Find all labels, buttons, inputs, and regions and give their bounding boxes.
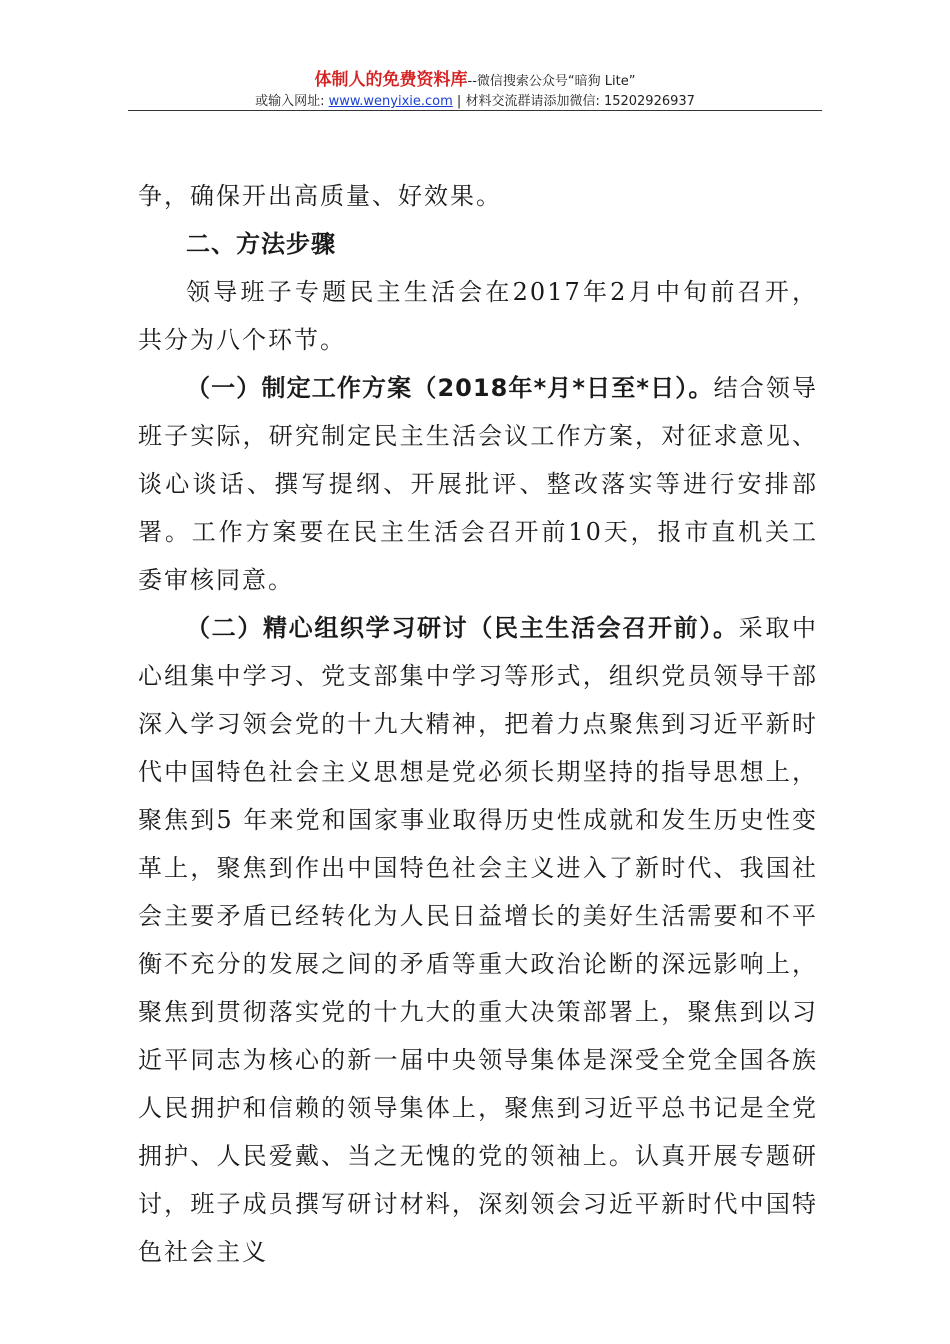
- document-body: [138, 172, 818, 1276]
- paragraph-step-2: [138, 604, 818, 1276]
- header-divider: [128, 110, 822, 111]
- paragraph-step-1: [138, 364, 818, 604]
- header-slogan: --微信搜索公众号“暗狗 Lite”: [467, 74, 636, 89]
- contact-info: | 材料交流群请添加微信: 15202926937: [452, 94, 695, 109]
- header-contact-line: [120, 92, 830, 112]
- page-header: [120, 70, 830, 112]
- url-prefix: 或输入网址:: [255, 94, 329, 109]
- step-1-title: （一）制定工作方案（2018年*月*日至*日）。: [186, 374, 714, 402]
- step-2-text: 采取中心组集中学习、党支部集中学习等形式，组织党员领导干部深入学习领会党的十九大精神，把着力点聚焦到习近平新时代中国特色社会主义思想是党必须长期坚持的指导思想上，聚焦到5 年来党和国家事业取得历史性成就和发生历史性变革上，聚焦到作出中国特色社会主义进入了新时代、我国社会主要矛盾已经转化为人民日益增长的美好生活需要和不平衡不充分的发展之间的矛盾等重大政治论断的深远影响上，聚焦到贯彻落实党的十九大的重大决策部署上，聚焦到以习近平同志为核心的新一届中央领导集体是深受全党全国各族人民拥护和信赖的领导集体上，聚焦到习近平总书记是全党拥护、人民爱戴、当之无愧的党的领袖上。认真开展专题研讨，班子成员撰写研讨材料，深刻领会习近平新时代中国特色社会主义: [138, 614, 819, 1266]
- paragraph-continuation: 争，确保开出高质量、好效果。: [138, 182, 502, 210]
- website-link[interactable]: www.wenyixie.com: [328, 94, 453, 109]
- step-2-title: （二）精心组织学习研讨（民主生活会召开前）。: [186, 614, 739, 642]
- step-1-text: 结合领导班子实际，研究制定民主生活会议工作方案，对征求意见、谈心谈话、撰写提纲、开展批评、整改落实等进行安排部署。工作方案要在民主生活会召开前10天，报市直机关工委审核同意。: [138, 374, 819, 594]
- header-title-line: [120, 70, 830, 92]
- brand-title: 体制人的免费资料库: [314, 70, 468, 90]
- paragraph-intro: 领导班子专题民主生活会在2017年2月中旬前召开，共分为八个环节。: [138, 278, 818, 354]
- section-heading: 二、方法步骤: [186, 230, 336, 258]
